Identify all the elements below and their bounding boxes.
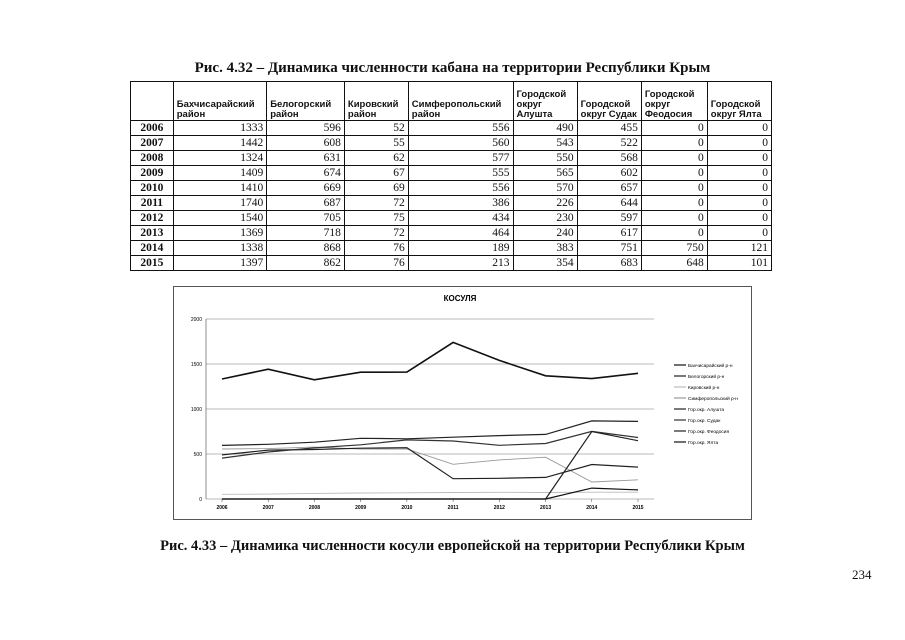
value-cell: 577 — [408, 151, 513, 166]
x-tick-label: 2014 — [586, 505, 598, 511]
value-cell: 0 — [641, 121, 707, 136]
value-cell: 750 — [641, 241, 707, 256]
value-cell: 602 — [577, 166, 641, 181]
value-cell: 0 — [707, 151, 771, 166]
legend-label: Белогорский р-н — [688, 374, 725, 380]
value-cell: 1324 — [173, 151, 266, 166]
value-cell: 75 — [344, 211, 408, 226]
year-cell: 2014 — [131, 241, 174, 256]
value-cell: 1333 — [173, 121, 266, 136]
value-cell: 121 — [707, 241, 771, 256]
x-tick-label: 2009 — [355, 505, 367, 511]
value-cell: 596 — [267, 121, 345, 136]
value-cell: 570 — [513, 181, 577, 196]
value-cell: 354 — [513, 256, 577, 271]
value-cell: 705 — [267, 211, 345, 226]
value-cell: 76 — [344, 256, 408, 271]
table-row — [131, 196, 772, 211]
value-cell: 683 — [577, 256, 641, 271]
table-row — [131, 241, 772, 256]
value-cell: 0 — [707, 136, 771, 151]
chart-title: КОСУЛЯ — [443, 294, 477, 303]
value-cell: 0 — [707, 196, 771, 211]
value-cell: 1397 — [173, 256, 266, 271]
value-cell: 543 — [513, 136, 577, 151]
value-cell: 1410 — [173, 181, 266, 196]
x-tick-label: 2012 — [493, 505, 505, 511]
legend-label: Гор.окр. Феодосия — [688, 429, 730, 435]
value-cell: 608 — [267, 136, 345, 151]
value-cell: 550 — [513, 151, 577, 166]
value-cell: 669 — [267, 181, 345, 196]
value-cell: 1409 — [173, 166, 266, 181]
value-cell: 1442 — [173, 136, 266, 151]
table-row — [131, 226, 772, 241]
value-cell: 213 — [408, 256, 513, 271]
table-header-cell — [131, 82, 174, 121]
value-cell: 386 — [408, 196, 513, 211]
year-cell: 2013 — [131, 226, 174, 241]
legend-label: Гор.окр. Алушта — [688, 407, 725, 413]
page-number: 234 — [852, 567, 872, 582]
value-cell: 101 — [707, 256, 771, 271]
table-row — [131, 121, 772, 136]
value-cell: 0 — [641, 166, 707, 181]
line-chart — [173, 286, 752, 520]
series-line — [222, 421, 638, 446]
value-cell: 226 — [513, 196, 577, 211]
legend-label: Кировский р-н — [688, 385, 720, 391]
value-cell: 674 — [267, 166, 345, 181]
table-header-cell: Симферопольский район — [408, 82, 513, 121]
value-cell: 565 — [513, 166, 577, 181]
table-caption: Рис. 4.32 – Динамика численности кабана на территории Республики Крым — [194, 60, 711, 76]
value-cell: 0 — [641, 226, 707, 241]
table-header-cell: Городской округ Ялта — [707, 82, 771, 121]
series-line — [222, 432, 638, 500]
year-cell: 2008 — [131, 151, 174, 166]
value-cell: 72 — [344, 196, 408, 211]
value-cell: 0 — [641, 181, 707, 196]
value-cell: 455 — [577, 121, 641, 136]
legend-label: Бахчисарайский р-н — [688, 363, 733, 369]
value-cell: 1740 — [173, 196, 266, 211]
value-cell: 648 — [641, 256, 707, 271]
table-header-row — [131, 82, 772, 121]
value-cell: 0 — [707, 121, 771, 136]
value-cell: 0 — [641, 196, 707, 211]
value-cell: 568 — [577, 151, 641, 166]
table-header-cell: Белогорский район — [267, 82, 345, 121]
legend-label: Гор.окр. Ялта — [688, 440, 719, 446]
value-cell: 0 — [641, 151, 707, 166]
legend-label: Симферопольский р-н — [688, 396, 738, 402]
x-tick-label: 2008 — [308, 505, 321, 511]
table-row — [131, 136, 772, 151]
value-cell: 718 — [267, 226, 345, 241]
value-cell: 1540 — [173, 211, 266, 226]
y-tick-label: 1000 — [190, 407, 202, 413]
value-cell: 657 — [577, 181, 641, 196]
value-cell: 189 — [408, 241, 513, 256]
x-tick-label: 2007 — [262, 505, 274, 511]
series-line — [222, 448, 638, 479]
x-tick-label: 2015 — [632, 505, 644, 511]
value-cell: 687 — [267, 196, 345, 211]
table-header-cell: Кировский район — [344, 82, 408, 121]
value-cell: 69 — [344, 181, 408, 196]
value-cell: 67 — [344, 166, 408, 181]
year-cell: 2006 — [131, 121, 174, 136]
series-line — [222, 447, 638, 482]
value-cell: 0 — [707, 211, 771, 226]
value-cell: 862 — [267, 256, 345, 271]
y-tick-label: 1500 — [190, 362, 202, 368]
table-row — [131, 166, 772, 181]
value-cell: 1338 — [173, 241, 266, 256]
table-header-cell: Городской округ Феодосия — [641, 82, 707, 121]
value-cell: 55 — [344, 136, 408, 151]
value-cell: 597 — [577, 211, 641, 226]
value-cell: 0 — [641, 211, 707, 226]
table-body — [131, 121, 772, 271]
legend-label: Гор.окр. Судак — [688, 418, 721, 424]
year-cell: 2009 — [131, 166, 174, 181]
x-tick-label: 2013 — [539, 505, 552, 511]
table-row — [131, 256, 772, 271]
value-cell: 230 — [513, 211, 577, 226]
value-cell: 464 — [408, 226, 513, 241]
value-cell: 1369 — [173, 226, 266, 241]
value-cell: 240 — [513, 226, 577, 241]
table-row — [131, 181, 772, 196]
year-cell: 2011 — [131, 196, 174, 211]
y-tick-label: 500 — [193, 452, 202, 458]
value-cell: 52 — [344, 121, 408, 136]
value-cell: 434 — [408, 211, 513, 226]
value-cell: 62 — [344, 151, 408, 166]
data-table — [130, 81, 772, 271]
value-cell: 868 — [267, 241, 345, 256]
series-line — [222, 342, 638, 379]
year-cell: 2015 — [131, 256, 174, 271]
table-header-cell: Бахчисарайский район — [173, 82, 266, 121]
figure-caption: Рис. 4.33 – Динамика численности косули европейской на территории Республики Крым — [160, 538, 745, 554]
value-cell: 0 — [641, 136, 707, 151]
value-cell: 490 — [513, 121, 577, 136]
value-cell: 0 — [707, 226, 771, 241]
table-header-cell: Городской округ Судак — [577, 82, 641, 121]
value-cell: 556 — [408, 121, 513, 136]
value-cell: 556 — [408, 181, 513, 196]
x-tick-label: 2010 — [401, 505, 413, 511]
value-cell: 751 — [577, 241, 641, 256]
table-header-cell: Городской округ Алушта — [513, 82, 577, 121]
y-tick-label: 2000 — [190, 317, 202, 323]
year-cell: 2012 — [131, 211, 174, 226]
year-cell: 2007 — [131, 136, 174, 151]
year-cell: 2010 — [131, 181, 174, 196]
value-cell: 76 — [344, 241, 408, 256]
value-cell: 72 — [344, 226, 408, 241]
value-cell: 644 — [577, 196, 641, 211]
x-tick-label: 2006 — [216, 505, 228, 511]
value-cell: 383 — [513, 241, 577, 256]
table-row — [131, 211, 772, 226]
value-cell: 631 — [267, 151, 345, 166]
chart-svg — [174, 287, 751, 519]
table-row — [131, 151, 772, 166]
value-cell: 617 — [577, 226, 641, 241]
value-cell: 0 — [707, 166, 771, 181]
value-cell: 560 — [408, 136, 513, 151]
value-cell: 555 — [408, 166, 513, 181]
x-tick-label: 2011 — [447, 505, 459, 511]
value-cell: 0 — [707, 181, 771, 196]
value-cell: 522 — [577, 136, 641, 151]
y-tick-label: 0 — [199, 497, 202, 503]
